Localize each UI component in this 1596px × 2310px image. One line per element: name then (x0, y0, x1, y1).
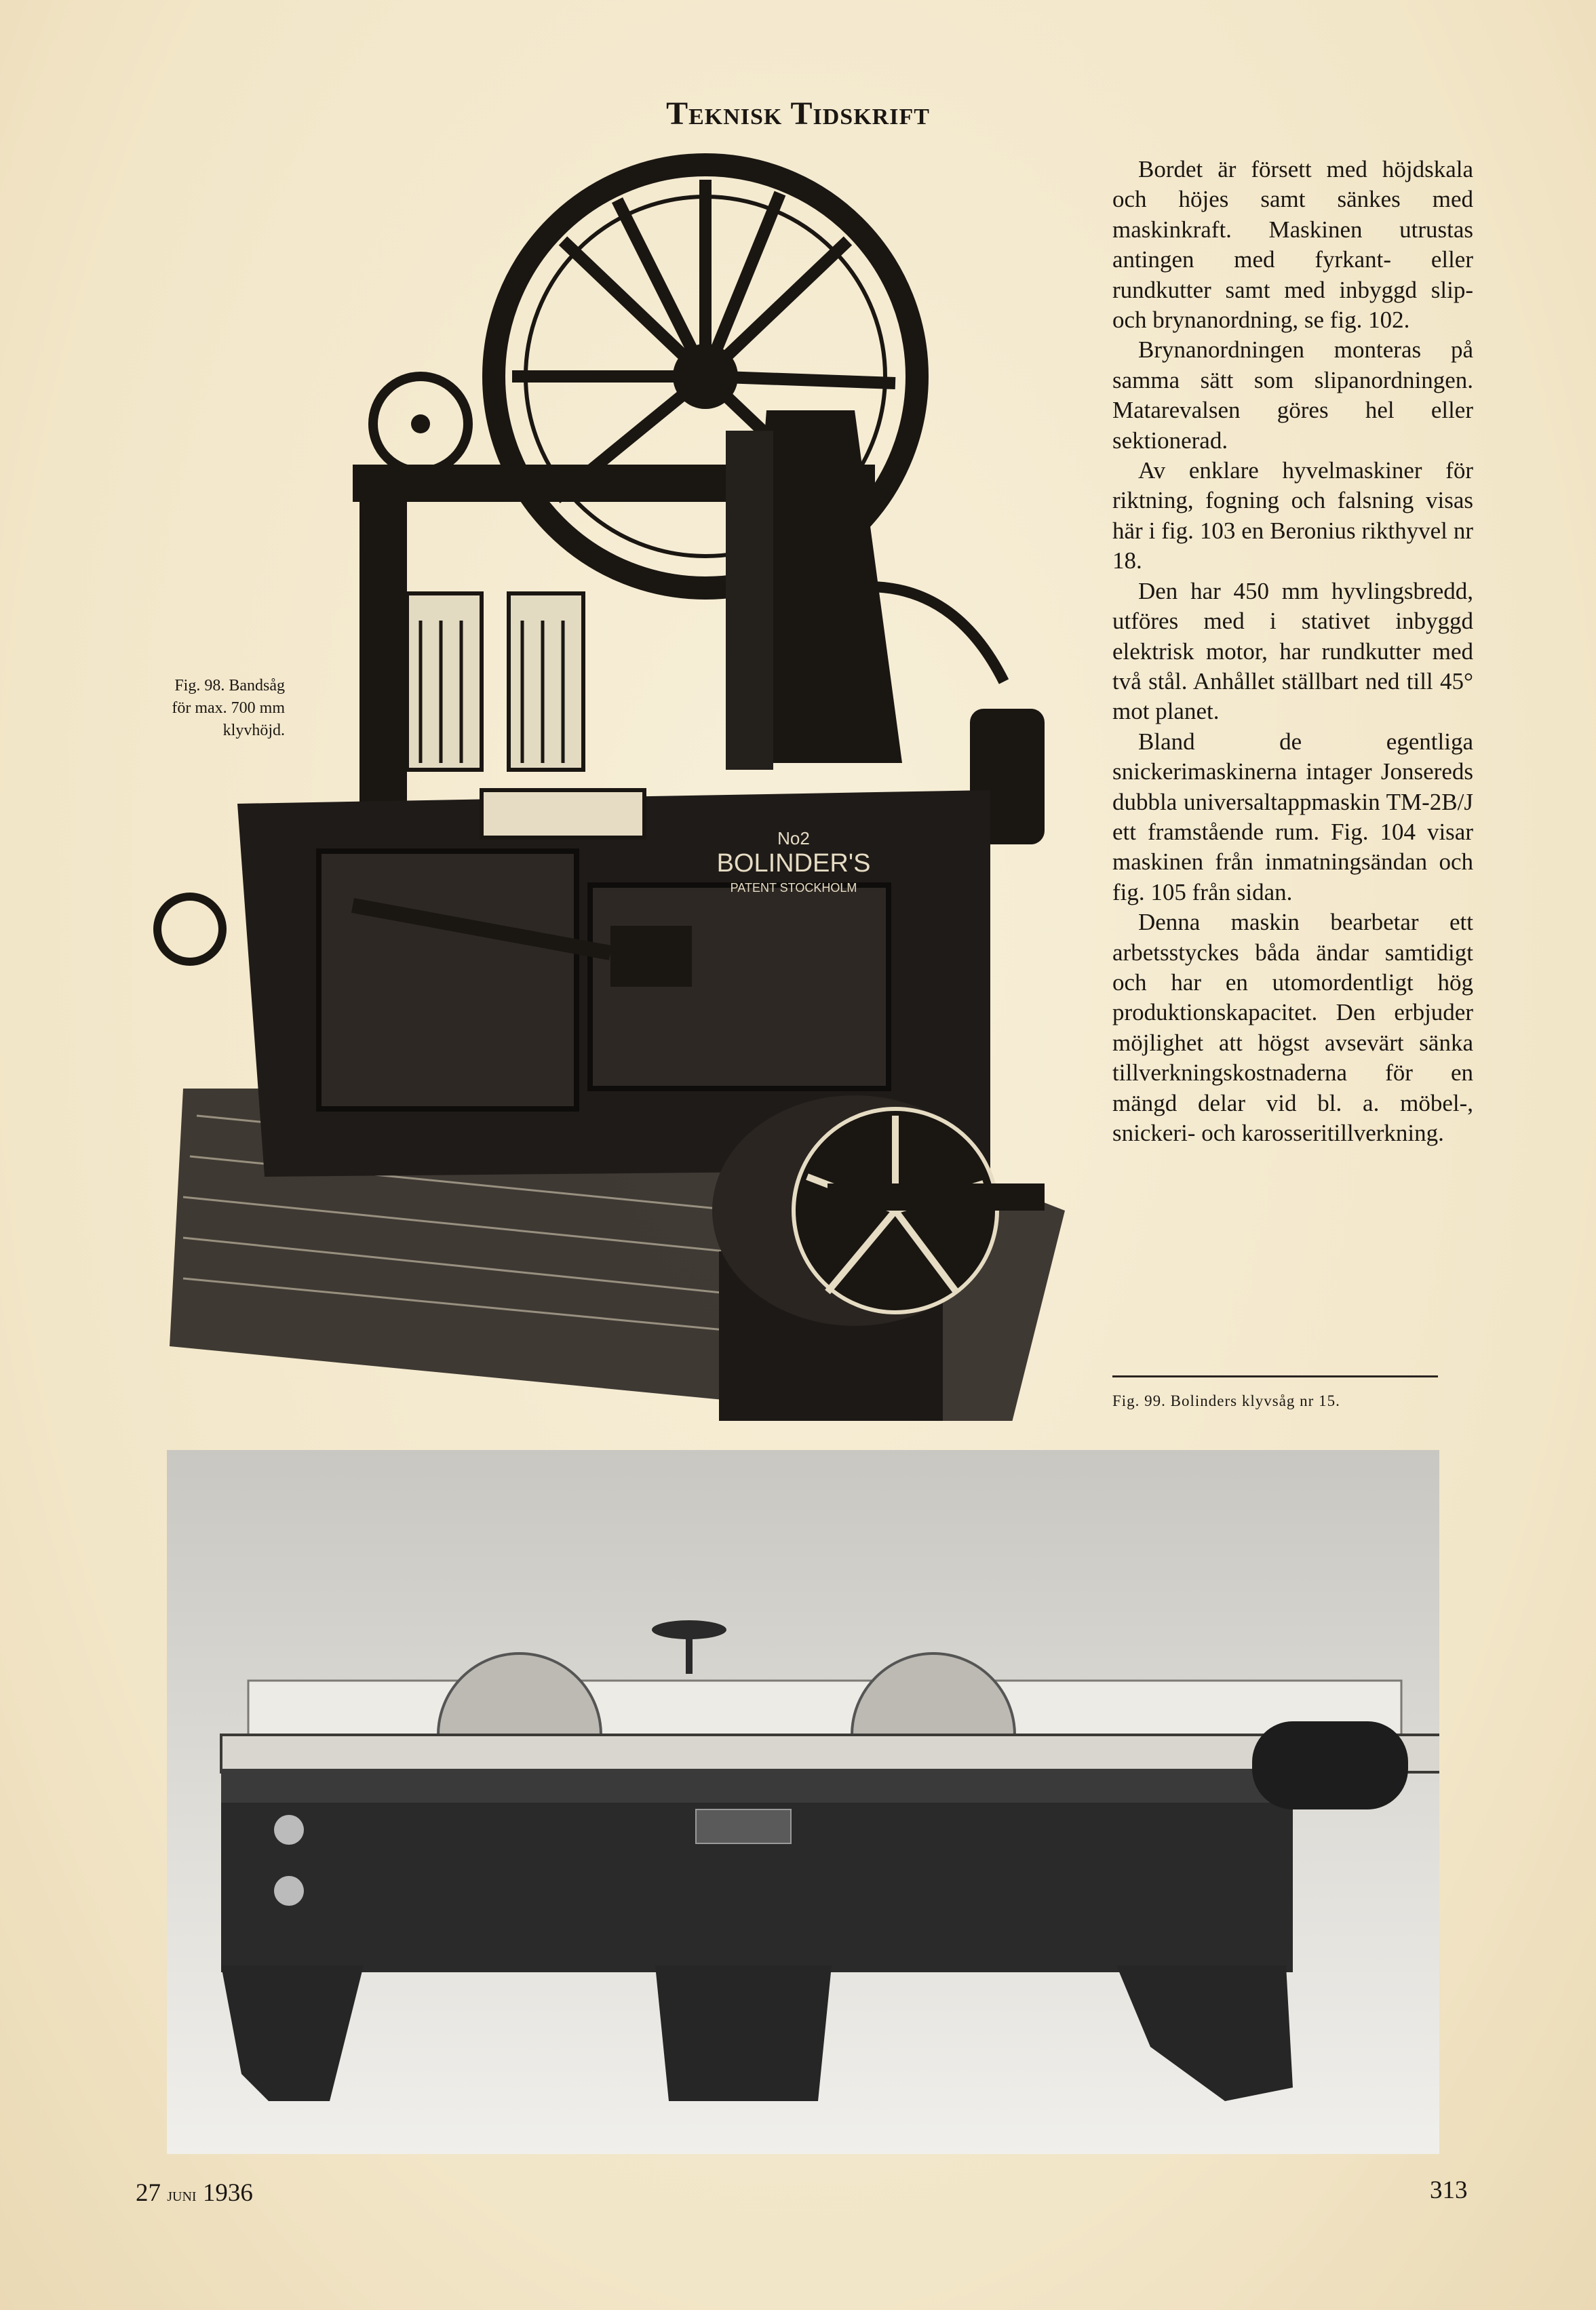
caption-line: för max. 700 mm (172, 699, 285, 717)
masthead-title: Teknisk Tidskrift (666, 96, 930, 132)
figure-98-bandsaw-illustration (142, 153, 1085, 1421)
figure-98-caption (102, 675, 285, 742)
footer-date (136, 2178, 253, 2208)
footer-month: juni (167, 2185, 197, 2206)
caption-line: Fig. 98. Bandsåg (174, 677, 285, 694)
body-text-column (1112, 155, 1473, 1148)
plate-brand: BOLINDER'S (716, 849, 871, 878)
page-number: 313 (1430, 2176, 1468, 2204)
paragraph: Av enklare hyvelmaskiner för riktning, fogning och falsning visas här i fig. 103 en Beronius rikthyvel nr 18. (1112, 457, 1473, 574)
caption-line: klyvhöjd. (222, 722, 285, 739)
figure-99-caption: Fig. 99. Bolinders klyvsåg nr 15. (1112, 1392, 1340, 1409)
plate-patent: PATENT STOCKHOLM (730, 881, 857, 895)
figure-99-ripsaw-photo (167, 1450, 1439, 2154)
paragraph: Den har 450 mm hyvlingsbredd, utföres med i stativet inbyggd elektrisk motor, har rundkutter med två stål. Anhållet ställbart ned till 45° mot planet. (1112, 577, 1473, 725)
paragraph: Bland de egentliga snickerimaskinerna intager Jonsereds dubbla universaltappmaskin TM-2B/J ett framstående rum. Fig. 104 visar maskinen från inmatningsändan och fig. 105 från sidan. (1112, 728, 1473, 905)
footer-year: 1936 (202, 2179, 253, 2207)
caption-rule (1112, 1375, 1438, 1377)
paragraph: Denna maskin bearbetar ett arbetsstyckes båda ändar samtidigt och har en utomordentligt hög produktionskapacitet. Den erbjuder möjlighet att högst avsevärt sänka tillverkningskostnaderna för en mängd delar vid bl. a. möbel-, snickeri- och karosseritillverkning. (1112, 909, 1473, 1146)
paragraph: Brynanordningen monteras på samma sätt som slipanordningen. Matarevalsen göres hel eller sektionerad. (1112, 336, 1473, 454)
paragraph: Bordet är försett med höjdskala och höjes samt sänkes med maskinkraft. Maskinen utrustas antingen med fyrkant- eller rundkutter samt med inbyggd slip- och brynanordning, se fig. 102. (1112, 156, 1473, 334)
plate-number: No2 (777, 828, 810, 848)
footer-day: 27 (136, 2179, 161, 2207)
